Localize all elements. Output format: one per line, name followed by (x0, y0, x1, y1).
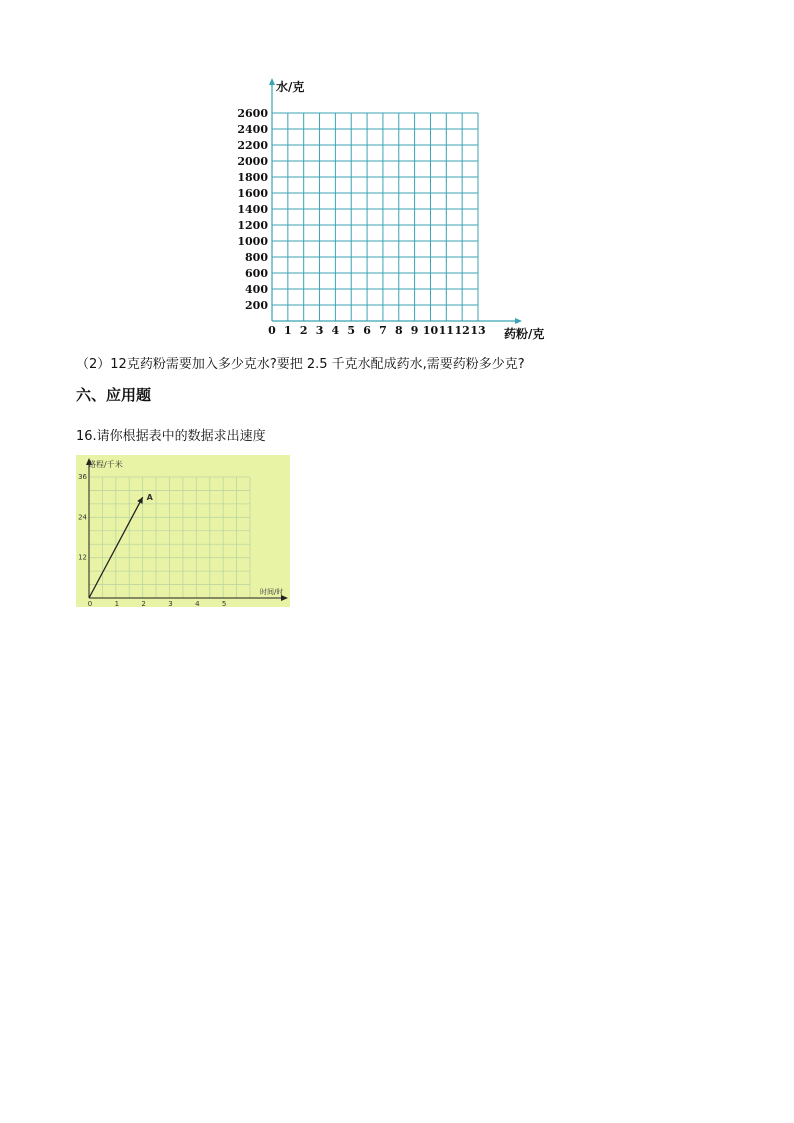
x-tick-label: 2 (299, 324, 308, 337)
x-tick-label: 0 (87, 600, 93, 607)
x-tick-labels (268, 324, 485, 337)
x-tick-label: 1 (284, 324, 292, 337)
x-tick-label: 11 (438, 324, 454, 337)
y-tick-label: 400 (245, 283, 268, 296)
y-tick-label: 1800 (237, 171, 268, 184)
y-tick-label: 36 (78, 473, 87, 481)
y-tick-label: 600 (245, 267, 268, 280)
y-tick-label: 2000 (237, 155, 268, 168)
x-tick-label: 4 (331, 324, 340, 337)
question-2: （2）12克药粉需要加入多少克水?要把 2.5 千克水配成药水,需要药粉多少克? (76, 357, 525, 372)
y-axis-label: 水/克 (276, 80, 305, 94)
axes (269, 78, 522, 324)
x-tick-label: 1 (114, 600, 120, 607)
y-tick-label: 2200 (237, 139, 268, 152)
series-label-A: A (146, 493, 153, 503)
x-tick-label: 6 (363, 324, 371, 337)
x-tick-label: 7 (379, 324, 387, 337)
x-tick-label: 2 (141, 600, 146, 607)
x-tick-label: 5 (221, 600, 227, 607)
distance-time-chart (76, 455, 290, 607)
y-tick-label: 1400 (237, 203, 268, 216)
y-tick-label: 2600 (237, 107, 268, 120)
x-tick-label: 3 (168, 600, 173, 607)
x-tick-label: 0 (268, 324, 276, 337)
x-tick-label: 8 (394, 324, 403, 337)
y-tick-label: 1000 (237, 235, 268, 248)
y-tick-label: 800 (245, 251, 268, 264)
x-tick-label: 5 (347, 324, 356, 337)
y-tick-label: 1200 (237, 219, 268, 232)
section-title: 六、应用题 (76, 386, 152, 404)
problem-16: 16.请你根据表中的数据求出速度 (76, 429, 266, 444)
y-tick-label: 24 (78, 513, 87, 522)
y-tick-labels (237, 107, 268, 312)
x-axis-label: 时间/时 (260, 588, 284, 596)
x-axis-arrow (515, 318, 522, 324)
x-tick-label: 13 (470, 324, 486, 337)
y-tick-label: 200 (245, 299, 268, 312)
water-powder-grid-chart (232, 72, 562, 348)
x-axis-label: 药粉/克 (504, 327, 545, 341)
grid-lines (272, 113, 478, 321)
x-tick-label: 9 (410, 324, 419, 337)
y-tick-label: 1600 (237, 187, 268, 200)
y-axis-label: 路程/千米 (88, 460, 123, 469)
y-tick-label: 2400 (237, 123, 268, 136)
x-tick-label: 4 (195, 600, 200, 607)
y-tick-label: 12 (78, 553, 87, 562)
x-tick-label: 3 (315, 324, 324, 337)
x-tick-label: 12 (454, 324, 470, 337)
x-tick-label: 10 (422, 324, 439, 337)
y-axis-arrow (269, 78, 275, 85)
